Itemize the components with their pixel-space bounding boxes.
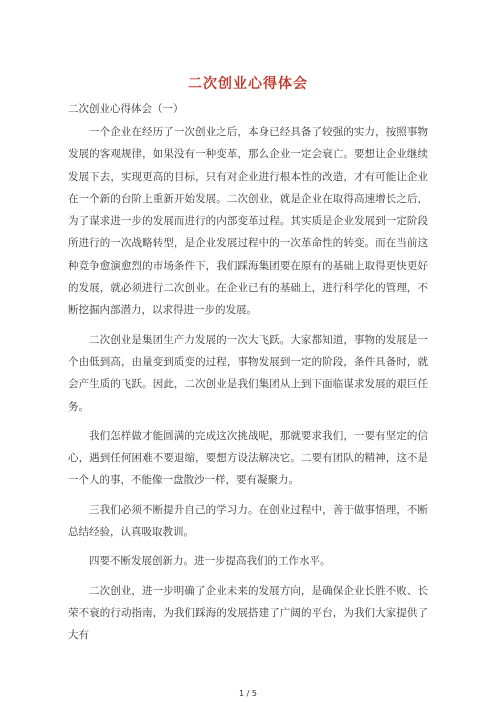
- document-title: 二次创业心得体会: [188, 76, 308, 92]
- paragraph: 二次创业，进一步明确了企业未来的发展方向，是确保企业长胜不败、长荣不衰的行动指南，为我们踩海的发展搭建了广阔的平台，为我们大家提供了大有: [68, 584, 428, 642]
- page-number: 1 / 5: [239, 689, 257, 698]
- paragraph: 三我们必须不断提升自己的学习力。在创业过程中，善于做事悟理，不断总结经验，认真吸取教训。: [68, 503, 428, 539]
- document-body: [68, 121, 428, 654]
- paragraph: 我们怎样做才能圆满的完成这次挑战呢，那就要求我们，一要有坚定的信心，遇到任何困难不要退缩，要想方设法解决它。二要有团队的精神，这不是一个人的事，不能像一盘散沙一样，要有凝聚力。: [68, 429, 428, 487]
- paragraph: 四要不断发展创新力。进一步提高我们的工作水平。: [89, 555, 331, 568]
- paragraph: 一个企业在经历了一次创业之后，本身已经具备了较强的实力，按照事物发展的客观规律，如果没有一种变革，那么企业一定会衰亡。要想让企业继续发展下去，实现更高的目标，只有对企业进行根本性的改造，才有可能让企业在一个新的台阶上重新开始发展。二次创业，就是企业在取得高速增长之后，为了谋求进一步的发展而进行的内部变革过程。其实质是企业发展到一定阶段所进行的一次战略转型，是企业发展过程中的一次革命性的转变。而在当前这种竞争愈演愈烈的市场条件下，我们踩海集团要在原有的基础上取得更快更好的发展，就必须进行二次创业。在企业已有的基础上，进行科学化的管理，不断挖掘内部潜力，以求得进一步的发展。: [68, 126, 428, 317]
- document-subtitle: 二次创业心得体会（一）: [68, 103, 184, 115]
- paragraph: 二次创业是集团生产力发展的一次大飞跃。大家都知道，事物的发展是一个由低到高，由量变到质变的过程，事物发展到一定的阶段，条件具备时，就会产生质的飞跃。因此，二次创业是我们集团从上到下面临谋求发展的艰巨任务。: [68, 333, 428, 413]
